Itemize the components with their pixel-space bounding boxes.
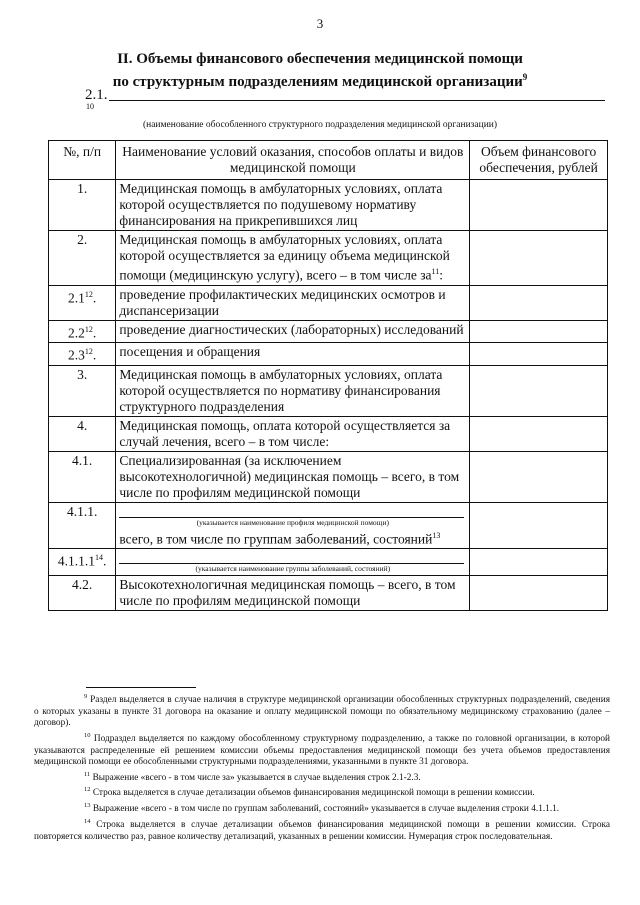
table-row <box>49 451 608 502</box>
row-amount-cell <box>470 365 608 416</box>
row-text: Медицинская помощь, оплата которой осуществляется за случай лечения, всего – в том числе: <box>116 416 470 451</box>
table-row <box>49 285 608 320</box>
title-line-1: II. Объемы финансового обеспечения медицинской помощи <box>117 51 523 67</box>
footnote: $^{13}$ Выражение «всего - в том числе по группам заболеваний, состояний» указывается в случае выделения строки 4.1.1.1. <box>84 802 560 815</box>
subsection-line <box>85 87 605 101</box>
row-amount-cell <box>470 343 608 366</box>
row-number: 3. <box>49 365 116 416</box>
page-number: 3 <box>316 16 324 31</box>
table-row <box>49 365 608 416</box>
row-number: 4. <box>49 416 116 451</box>
group-caption: (указывается наименование группы заболеваний, состояний) <box>195 564 391 573</box>
footnote: $^{12}$ Строка выделяется в случае детализации объемов финансирования медицинской помощи в решении комиссии. <box>84 786 535 799</box>
row-number: 4.1. <box>49 451 116 502</box>
row-number: 4.2. <box>49 576 116 611</box>
profile-caption: (указывается наименование профиля медицинской помощи) <box>196 517 389 527</box>
table-row <box>49 180 608 231</box>
subsection-number: 2.1. <box>85 87 108 103</box>
header-name: Наименование условий оказания, способов оплаты и видов медицинской помощи <box>116 141 470 180</box>
table-row <box>49 576 608 611</box>
footnote: $^{14}$ Строка выделяется в случае детализации объемов финансирования медицинской помощи в решении комиссии. Строка повторяется количество раз, равное количеству детализаций, указанных в решении комиссии. Нумерация строк последовательная. <box>34 817 610 842</box>
row-number: 2. <box>49 231 116 286</box>
group-fill-line <box>119 550 464 564</box>
row-text: (указывается наименование профиля медицинской помощи) всего, в том числе по группам заболеваний, состояний$^{13}$ <box>116 502 470 549</box>
header-number: №, п/п <box>49 141 116 180</box>
header-amount: Объем финансового обеспечения, рублей <box>470 141 608 180</box>
row-text: Высокотехнологичная медицинская помощь – всего, в том числе по профилям медицинской помощи <box>116 576 470 611</box>
row-number: 4.1.1. <box>49 502 116 549</box>
row-text: посещения и обращения <box>116 343 470 366</box>
row-text <box>116 549 470 576</box>
row-amount-cell <box>470 416 608 451</box>
footnote: $^{10}$ Подраздел выделяется по каждому обособленному структурному подразделению, а также по головной организации, в которой указываются распределенные ей решением комиссии объемы предоставления медицинской помощи без учета объемов предоставления медицинской помощи ее обособленными структурными подразделениями, указанными в пункте 31 договора. <box>34 731 610 768</box>
row-amount-cell <box>470 549 608 576</box>
table-row <box>49 343 608 366</box>
row-amount-cell <box>470 451 608 502</box>
financing-table <box>48 140 608 611</box>
table-row <box>49 320 608 343</box>
table-row <box>49 502 608 549</box>
section-title <box>60 50 580 91</box>
row-amount-cell <box>470 231 608 286</box>
row-number: $2.2^{12}$. <box>49 320 116 343</box>
table-row <box>49 549 608 576</box>
row-amount-cell <box>470 285 608 320</box>
subsection-caption: (наименование обособленного структурного подразделения медицинской организации) <box>142 120 498 130</box>
footnotes <box>34 691 610 843</box>
footnote-divider <box>86 687 196 688</box>
table-row <box>49 231 608 286</box>
row-text: Медицинская помощь в амбулаторных условиях, оплата которой осуществляется по нормативу финансирования структурного подразделения <box>116 365 470 416</box>
footnote: $^{11}$ Выражение «всего - в том числе за» указывается в случае выделения строк 2.1-2.3. <box>84 770 421 783</box>
subsection-footnote-mark: 10 <box>86 102 94 111</box>
row-text: Медицинская помощь в амбулаторных условиях, оплата которой осуществляется за единицу объема медицинской помощи (медицинскую услугу), всего – в том числе $за^{11}$: <box>116 231 470 286</box>
row-amount-cell <box>470 502 608 549</box>
row-text: Специализированная (за исключением высокотехнологичной) медицинская помощь – всего, в том числе по профилям медицинской помощи <box>116 451 470 502</box>
row-amount-cell <box>470 180 608 231</box>
row-number: 1. <box>49 180 116 231</box>
title-line-2: по структурным подразделениям медицинской организации$^9$ <box>112 72 528 90</box>
table-row <box>49 416 608 451</box>
table-header-row <box>49 141 608 180</box>
row-text: проведение диагностических (лабораторных) исследований <box>116 320 470 343</box>
title-footnote-mark: 9 <box>522 72 528 82</box>
subsection-fill-line <box>109 100 605 101</box>
row-number: $2.1^{12}$. <box>49 285 116 320</box>
row-amount-cell <box>470 320 608 343</box>
row-text: проведение профилактических медицинских осмотров и диспансеризации <box>116 285 470 320</box>
row-number: $2.3^{12}$. <box>49 343 116 366</box>
row-amount-cell <box>470 576 608 611</box>
row-text: Медицинская помощь в амбулаторных условиях, оплата которой осуществляется по подушевому нормативу финансирования на прикрепившихся лиц <box>116 180 470 231</box>
row-number: 4.1.1.1$^{14}$. <box>49 549 116 576</box>
profile-fill-line <box>119 504 464 518</box>
footnote: $^9$ Раздел выделяется в случае наличия в структуре медицинской организации обособленных структурных подразделений, сведения о которых указаны в пункте 31 договора на оказание и оплату медицинской помощи по обязательному медицинскому страхованию (далее – договор). <box>34 693 610 729</box>
